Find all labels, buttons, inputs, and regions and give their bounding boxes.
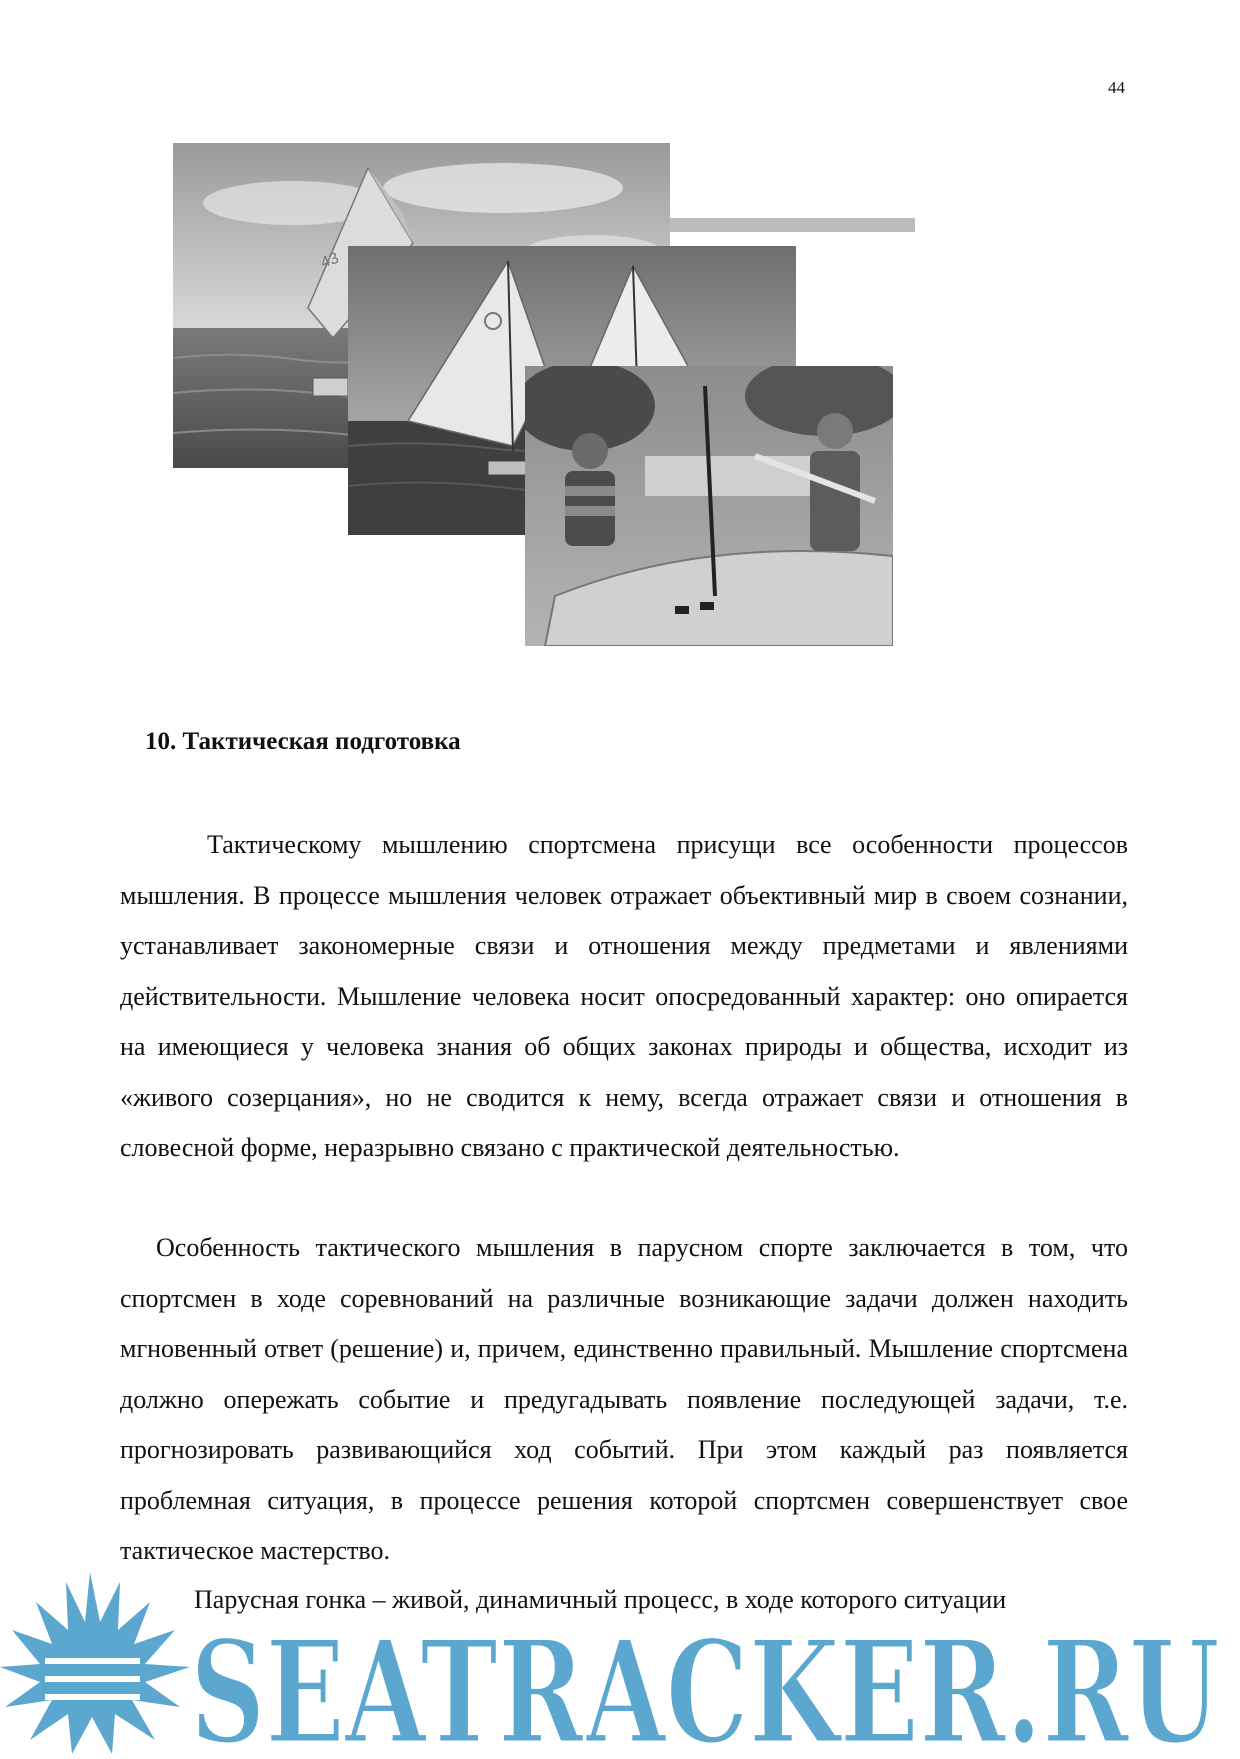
svg-text:43: 43 (318, 249, 342, 272)
paragraph-3: Парусная гонка – живой, динамичный процесс, в ходе которого ситуации (194, 1585, 1007, 1614)
paragraph-1: Тактическому мышлению спортсмена присущи все особенности процессов мышления. В процессе мышления человек отражает объективный мир в своем сознании, устанавливает закономерные связи и отношения между предметами и явлениями действительности. Мышление человека носит опосредованный характер: оно опирается на имеющиеся у человека знания об общих законах природы и общества, исходит из «живого созерцания», но не сводится к нему, всегда отражает связи и отношения в словесной форме, неразрывно связано с практической деятельностью. (120, 830, 1128, 1162)
section-title: . Тактическая подготовка (170, 728, 461, 755)
section-heading (145, 728, 461, 756)
children-rigging-boat-photo-icon (525, 366, 893, 646)
watermark-text: SEATRACKER.RU (190, 1610, 1220, 1754)
watermark (0, 1572, 1240, 1754)
strip-decor (670, 218, 915, 232)
page-number: 44 (1108, 78, 1125, 97)
sun-icon (0, 1572, 190, 1754)
paragraph-2: Особенность тактического мышления в парусном спорте заключается в том, что спортсмен в ходе соревнований на различные возникающие задачи должен находить мгновенный ответ (решение) и, причем, единственно правильный. Мышление спортсмена должно опережать событие и предугадывать появление последующей задачи, т.е. прогнозировать развивающийся ход событий. При этом каждый раз появляется проблемная ситуация, в процессе решения которой спортсмен совершенствует свое тактическое мастерство. (120, 1233, 1128, 1565)
photo-collage (120, 118, 950, 716)
section-number: 10 (145, 728, 170, 755)
